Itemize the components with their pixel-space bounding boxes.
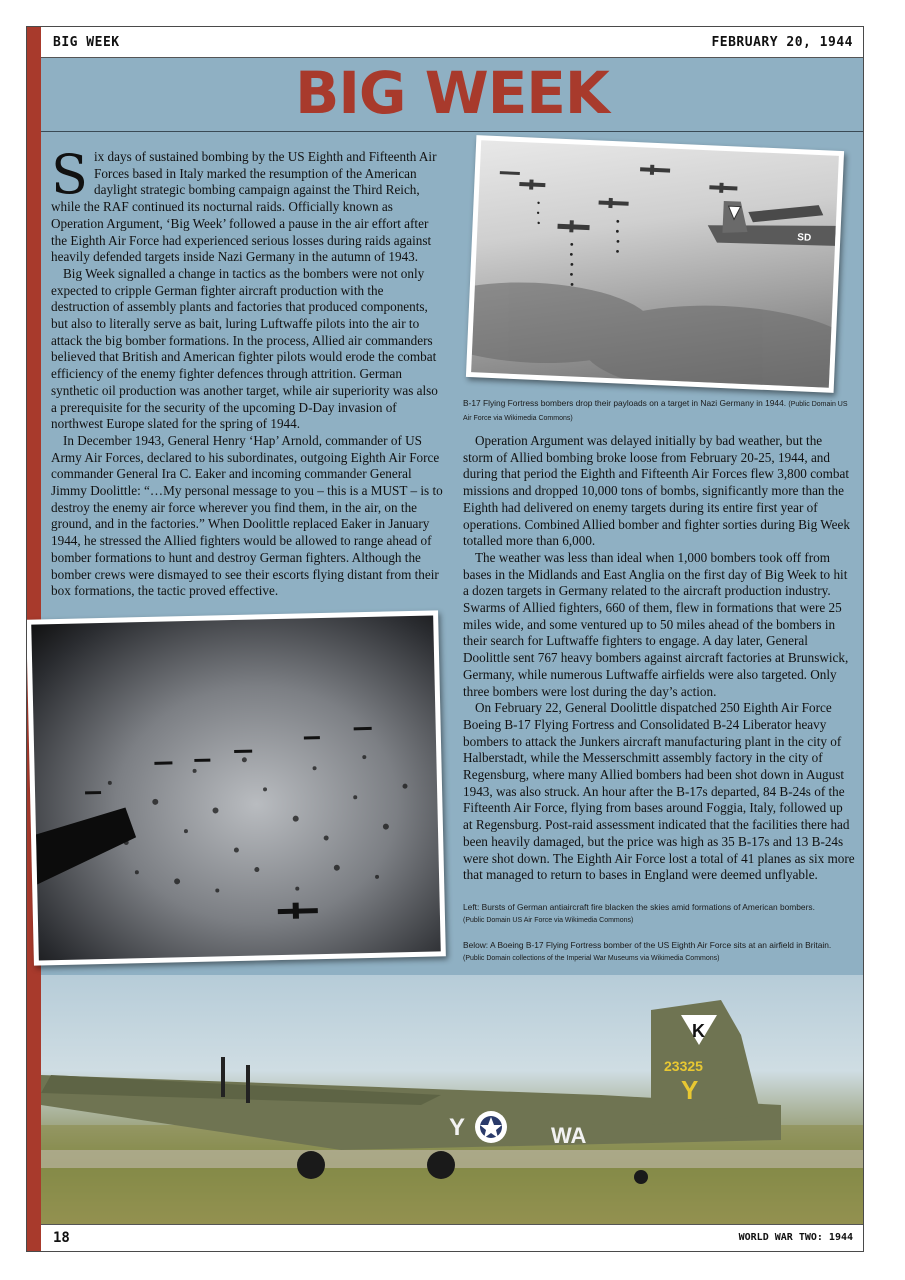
paragraph: The weather was less than ideal when 1,000 bombers took off from bases in the Midlands and East Anglia on the first day of Big Week to hit a dozen targets in Germany related to the aircraft production industry. Swarms of Allied fighters, 660 of them, flew in formations that were 25 miles wide, and some ventured up to 50 miles ahead of the bombers in their search for Luftwaffe fighters to engage. A day later, General Doolittle sent 767 heavy bombers against aircraft factories at Brunswick, Germany, while numerous Luftwaffe airfields were also targeted. Only three bombers were lost during the day’s action. xyxy=(463,549,849,699)
fuselage-code: WA xyxy=(551,1123,587,1148)
flak-bursts-photo xyxy=(26,610,446,965)
caption-below-photo xyxy=(463,939,855,965)
tail-code: Y xyxy=(681,1075,699,1105)
b17-airfield-photo xyxy=(41,975,863,1227)
lead-bomber xyxy=(707,200,837,248)
caption-below-credit: (Public Domain collections of the Imperial War Museums via Wikimedia Commons) xyxy=(463,955,720,962)
article-left-column xyxy=(51,143,443,600)
bombers-dropping-bombs-photo xyxy=(466,135,844,393)
distant-bombers xyxy=(497,158,738,239)
running-header xyxy=(41,27,863,58)
caption-top-right xyxy=(463,397,855,425)
nose-code: Y xyxy=(449,1114,466,1141)
page-number: 18 xyxy=(53,1230,70,1246)
magazine-page xyxy=(26,26,864,1252)
paragraph: On February 22, General Doolittle dispatched 250 Eighth Air Force Boeing B-17 Flying Fortress and Consolidated B-24 Liberator heavy bombers to attack the Junkers aircraft manufacturing plant in the city of Halberstadt, while the Messerschmitt assembly factory in the city of Regensburg, where many Allied bombers had been shot down in August 1943, was also struck. An hour after the B-17s departed, 84 B-24s of the Fifteenth Air Force, flying from bases around Foggia, Italy, followed up at Regensburg. Post-raid assessment indicated that the facilities there had been heavily damaged, but the price was high as 35 B-17s and 13 B-24s were shot down. The Eighth Air Force lost a total of 41 planes as six more that managed to return to bases in England were deemed unflyable. xyxy=(463,700,855,883)
header-date: FEBRUARY 20, 1944 xyxy=(711,35,853,50)
article-right-column xyxy=(463,433,855,884)
header-section: BIG WEEK xyxy=(53,35,120,50)
paragraph-text: ix days of sustained bombing by the US Eighth and Fifteenth Air Forces based in Italy marked the resumption of the American daylight strategic bombing campaign against the Third Reich, while the RAF continued its nocturnal raids. Officially known as Operation Argument, ‘Big Week’ followed a pause in the air effort after the Eighth Air Force had experienced serious losses during raids against heavily defended targets inside Nazi Germany in the autumn of 1943. xyxy=(51,149,437,265)
magazine-title: WORLD WAR TWO: 1944 xyxy=(738,1232,853,1243)
caption-left-photo xyxy=(463,901,855,927)
caption-left-text: Left: Bursts of German antiaircraft fire blacken the skies amid formations of American bombers. xyxy=(463,902,815,912)
b17-photo-art xyxy=(41,975,863,1227)
flak-photo-art xyxy=(31,615,441,960)
caption-top-right-credit: (Public Domain US Air Force via Wikimedia Commons) xyxy=(463,401,848,422)
paragraph: Big Week signalled a change in tactics as the bombers were not only expected to cripple German fighter aircraft production with the destruction of assembly plants and factories that produced components, but also to literally serve as bait, luring Luftwaffe pilots into the air to attack the big bomber formations. In the process, Allied air commanders believed that British and American fighter pilots would erode the combat efficiency of the enemy fighter defences through attrition. German synthetic oil production was another target, while air superiority was also a prerequisite for the security of the upcoming D-Day invasion of northwest Europe slated for the spring of 1944. xyxy=(51,265,438,432)
flak-bursts xyxy=(91,754,409,896)
paragraph xyxy=(51,143,443,266)
title-divider xyxy=(41,131,863,132)
paragraph: In December 1943, General Henry ‘Hap’ Arnold, commander of US Army Air Forces, declared to his subordinates, outgoing Eighth Air Force commander General Ira C. Eaker and incoming commander General Jimmy Doolittle: “…My personal message to you – this is a MUST – is to destroy the enemy air force wherever you find them, in the air, on the ground, and in the factories.” When Doolittle replaced Eaker in January 1944, he stressed the Allied fighters would be allowed to range ahead of bomber formations to hunt and destroy German fighters. Although the bomber crews were dismayed to see their escorts flying distant from their box formations, the tactic proved effective. xyxy=(51,432,443,599)
fuselage-code-text: SD xyxy=(797,232,812,244)
running-footer xyxy=(41,1224,863,1251)
paragraph: Operation Argument was delayed initially by bad weather, but the storm of Allied bombing broke loose from February 20-25, 1944, and during that period the Eighth and Fifteenth Air Forces flew 3,800 combat missions and dropped 10,000 tons of bombs, significantly more than the Eighth had delivered on enemy targets during its entire first year of operations. Combined Allied bomber and fighter sorties during Big Week totalled more than 6,000. xyxy=(463,433,850,549)
falling-bombs xyxy=(534,202,621,288)
tail-letter: K xyxy=(692,1021,705,1041)
drop-cap: S xyxy=(51,143,88,206)
tail-serial: 23325 xyxy=(664,1058,703,1074)
page-title: BIG WEEK xyxy=(295,59,609,127)
caption-below-text: Below: A Boeing B-17 Flying Fortress bomber of the US Eighth Air Force sits at an airfield in Britain. xyxy=(463,940,832,950)
caption-left-credit: (Public Domain US Air Force via Wikimedia Commons) xyxy=(463,917,634,924)
bombers-photo-art xyxy=(471,140,839,387)
aircraft-wing-foreground xyxy=(35,807,137,884)
caption-top-right-text: B-17 Flying Fortress bombers drop their payloads on a target in Nazi Germany in 1944. xyxy=(463,398,787,408)
